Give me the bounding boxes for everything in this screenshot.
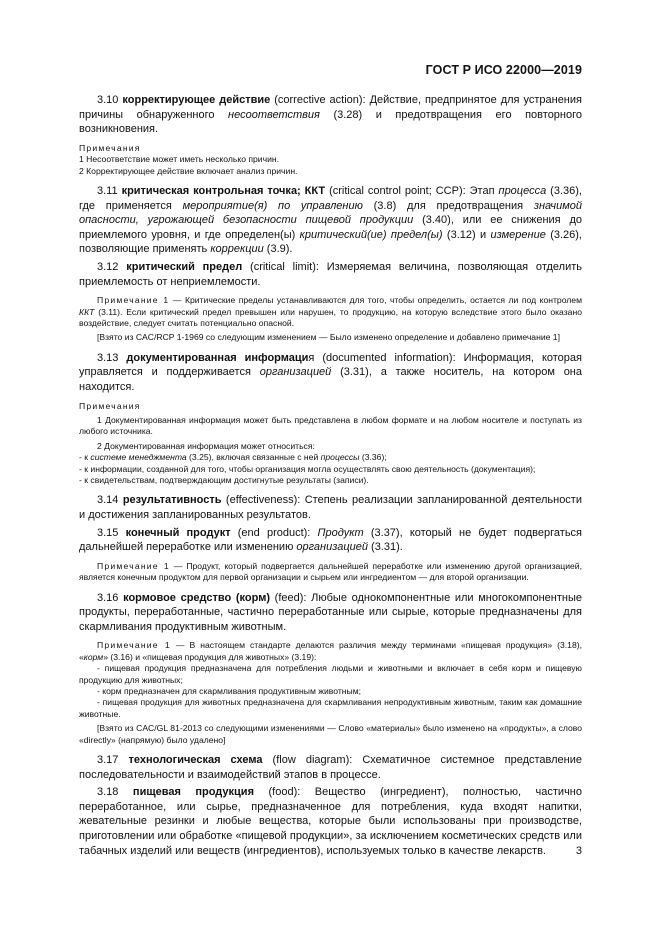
note-item: - пищевая продукция предназначена для потребления людьми и животными и включает в себя корм и пищевую продукцию для животных; xyxy=(79,663,582,685)
term-3-17: 3.17 технологическая схема (flow diagram): Схематичное системное представление последовательности и взаимодействий этапов в процессе. xyxy=(79,754,583,781)
term-3-14: 3.14 результативность (effectiveness): Степень реализации запланированной деятельности и достижения запланированных результатов. xyxy=(79,494,582,521)
term-3-15: 3.15 конечный продукт (end product): Продукт (3.37), который не будет подвергаться дальнейшей переработке или изменению организацией (3.31). xyxy=(79,526,583,554)
term-3-10: 3.10 корректирующее действие (corrective action): Действие, предпринятое для устранения причины обнаруженного несоответствия (3.28) и предотвращения его повторного возникновения. xyxy=(79,94,583,136)
note-item: - пищевая продукция для животных предназначена для скармливания непродуктивным животным, таким как домашние животные. xyxy=(79,697,582,719)
note-item: - к информации, созданной для того, чтобы организация могла осуществлять свою деятельность (документация); xyxy=(79,463,536,474)
term-name: корректирующее действие xyxy=(122,94,271,106)
term-number: 3.10 xyxy=(97,94,119,106)
source-note: [Взято из CAC/RCP 1-1969 со следующим изменением — Было изменено определение и добавлено примечание 1] xyxy=(97,332,560,343)
note-item: Примечание 1 — Критические пределы устанавливаются для того, чтобы определить, остается ли под контролем ККТ (3.11). Если критический предел превышен или нарушен, то продукцию, на которую вследствие этого было оказано воздействие, следует считать потенциально опасной. xyxy=(79,295,582,328)
note-item: 1 Документированная информация может быть представлена в любом формате и на любом носителе и поступать из любого источника. xyxy=(79,414,582,437)
note-item: - к системе менеджмента (3.25), включая связанные с ней процессы (3.36); xyxy=(79,452,387,463)
source-note: [Взято из CAC/GL 81-2013 со следующими изменениями — Слово «материалы» было изменено на «продукты», а слово «directly» (напрямую) было удалено] xyxy=(79,723,582,745)
document-body xyxy=(79,93,582,861)
note-item: 1 Несоответствие может иметь несколько причин. xyxy=(79,154,280,165)
note-item: - к свидетельствам, подтверждающим достигнутые результаты (записи). xyxy=(79,475,369,485)
term-3-11: 3.11 критическая контрольная точка; ККТ (critical control point; CCP): Этап процесса (3.36), где применяется мероприятие(я) по управлению (3.8) для предотвращения значимой опасности, угрожающей безопасности пищевой продукции (3.40), или ее снижения до приемлемого уровня, и где определен(ы) критический(ие) предел(ы) (3.12) и измерение (3.26), позволяющие применять коррекции (3.9). xyxy=(79,185,582,256)
notes-heading: Примечания xyxy=(79,142,141,153)
note-item: 2 Корректирующее действие включает анализ причин. xyxy=(79,165,298,176)
document-header: ГОСТ Р ИСО 22000—2019 xyxy=(425,63,582,77)
note-item: Примечание 1 — Продукт, который подвергается дальнейшей переработке или изменению другой организацией, является конечным продуктом для первой организации и сырьем или ингредиентом — для второй организации. xyxy=(79,560,582,583)
note-item: - корм предназначен для скармливания продуктивным животным; xyxy=(97,686,362,696)
note-item: Примечание 1 — В настоящем стандарте делаются различия между терминами «пищевая продукция» (3.18), «корм» (3.16) и «пищевая продукция для животных» (3.19): xyxy=(79,640,582,662)
term-3-13: 3.13 документированная информация (documented information): Информация, которая управляется и поддерживается организацией (3.31), а также носитель, на котором она находится. xyxy=(79,351,583,393)
page-number: 3 xyxy=(575,845,582,857)
note-item: 2 Документированная информация может относиться: xyxy=(97,440,315,451)
term-3-12: 3.12 критический предел (critical limit): Измеряемая величина, позволяющая отделить приемлемость от неприемлемости. xyxy=(79,260,582,288)
term-3-18: 3.18 пищевая продукция (food): Вещество (ингредиент), полностью, частично переработанное, или сырье, предназначенное для потребления, куда входят напитки, жевательные резинки и любые вещества, которые были использованы при производстве, приготовлении или обработке «пищевой продукции», за исключением косметических средств или табачных изделий или веществ (ингредиентов), используемых только в качестве лекарств. xyxy=(79,786,582,857)
notes-heading: Примечания xyxy=(79,400,141,411)
term-3-16: 3.16 кормовое средство (корм) (feed): Любые однокомпонентные или многокомпонентные продукты, переработанные, частично переработанные или сырые, которые предназначены для скармливания продуктивным животным. xyxy=(79,591,582,633)
